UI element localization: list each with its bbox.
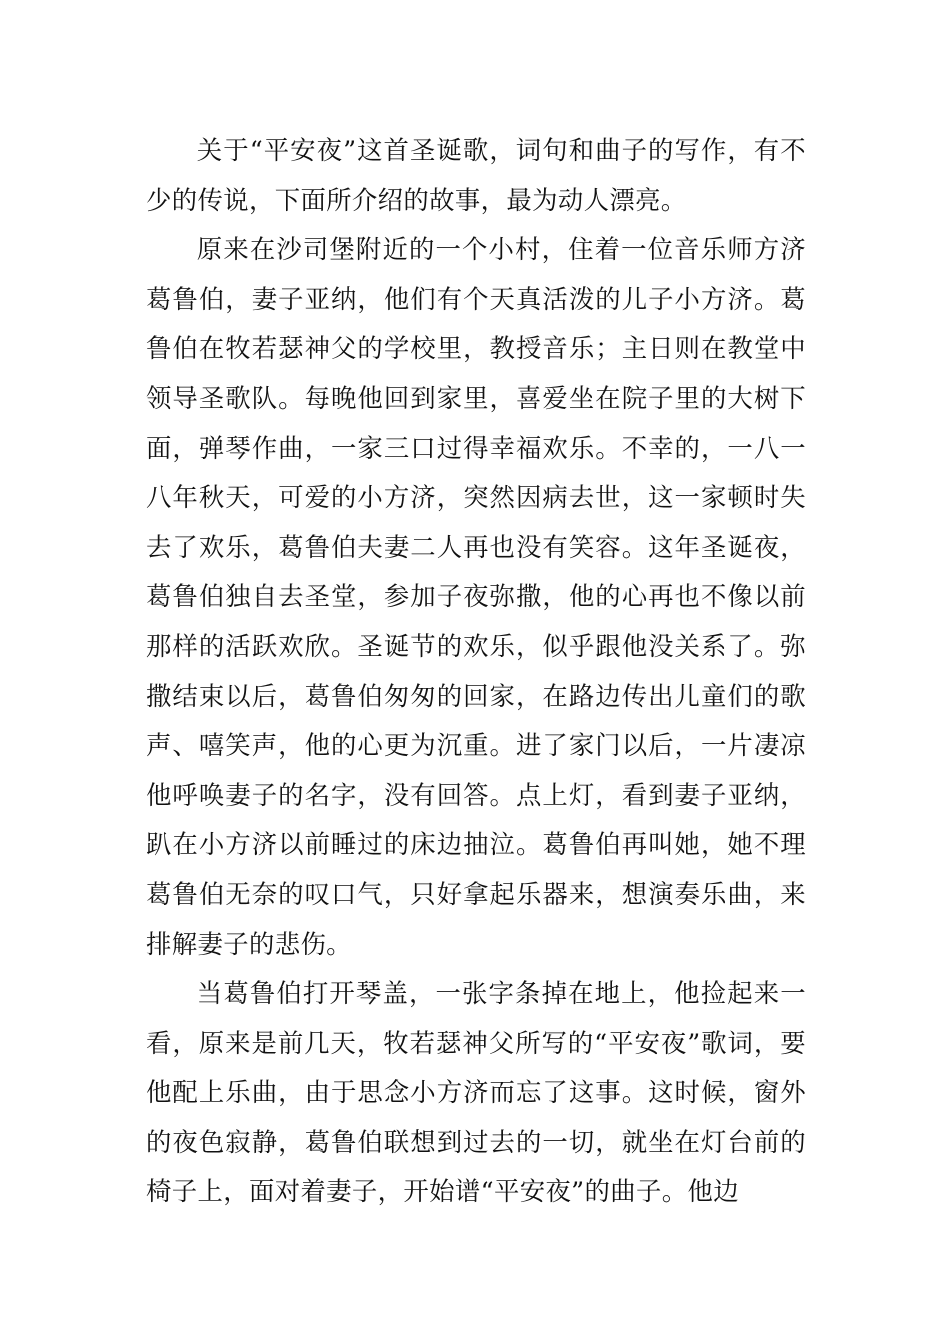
document-page [146, 126, 806, 1217]
paragraph-intro: 关于“平安夜”这首圣诞歌，词句和曲子的写作，有不少的传说，下面所介绍的故事，最为动人漂亮。 [146, 135, 806, 215]
paragraph-story: 原来在沙司堡附近的一个小村，住着一位音乐师方济葛鲁伯，妻子亚纳，他们有个天真活泼的儿子小方济。葛鲁伯在牧若瑟神父的学校里，教授音乐；主日则在教堂中领导圣歌队。每晚他回到家里，喜爱坐在院子里的大树下面，弹琴作曲，一家三口过得幸福欢乐。不幸的，一八一八年秋天，可爱的小方济，突然因病去世，这一家顿时失去了欢乐，葛鲁伯夫妻二人再也没有笑容。这年圣诞夜，葛鲁伯独自去圣堂，参加子夜弥撒，他的心再也不像以前那样的活跃欢欣。圣诞节的欢乐，似乎跟他没关系了。弥撒结束以后，葛鲁伯匆匆的回家，在路边传出儿童们的歌声、嘻笑声，他的心更为沉重。进了家门以后，一片凄凉他呼唤妻子的名字，没有回答。点上灯，看到妻子亚纳，趴在小方济以前睡过的床边抽泣。葛鲁伯再叫她，她不理葛鲁伯无奈的叹口气，只好拿起乐器来，想演奏乐曲，来排解妻子的悲伤。 [146, 234, 806, 959]
paragraph-composition: 当葛鲁伯打开琴盖，一张字条掉在地上，他捡起来一看，原来是前几天，牧若瑟神父所写的“平安夜”歌词，要他配上乐曲，由于思念小方济而忘了这事。这时候，窗外的夜色寂静，葛鲁伯联想到过去的一切，就坐在灯台前的椅子上，面对着妻子，开始谱“平安夜”的曲子。他边 [146, 978, 806, 1207]
